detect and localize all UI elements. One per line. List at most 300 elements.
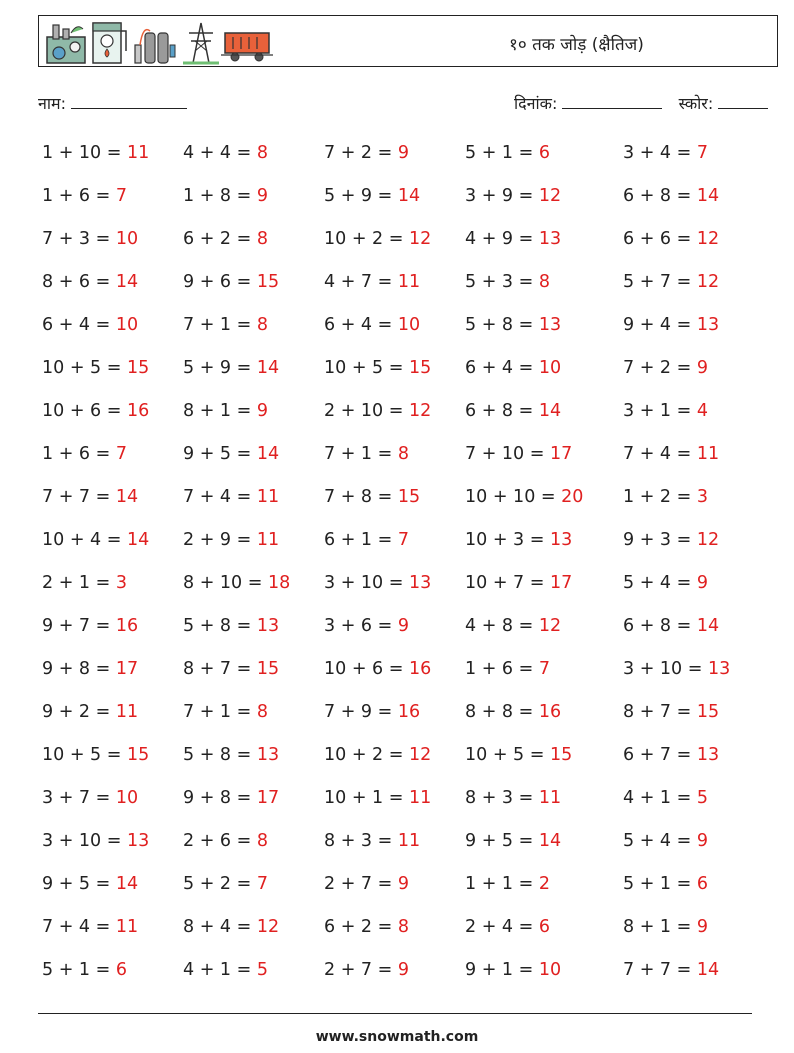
problem-answer: 17 xyxy=(549,444,573,464)
problem-answer: 8 xyxy=(397,444,409,464)
problem-row xyxy=(42,401,782,425)
name-blank[interactable] xyxy=(71,92,187,109)
problem-answer: 6 xyxy=(538,917,550,937)
problem-row xyxy=(42,186,782,210)
header-icons xyxy=(45,19,275,65)
problem-cell xyxy=(324,186,420,206)
problem-answer: 11 xyxy=(115,702,139,722)
problem-question: 1 + 6 = xyxy=(42,444,116,464)
problem-question: 2 + 7 = xyxy=(324,874,398,894)
problem-question: 5 + 8 = xyxy=(183,745,257,765)
problem-cell xyxy=(183,315,268,335)
problem-cell xyxy=(465,788,561,808)
problem-cell xyxy=(183,530,279,550)
problem-cell xyxy=(324,745,431,765)
problem-cell xyxy=(42,659,138,679)
problem-answer: 14 xyxy=(696,960,720,980)
problem-answer: 11 xyxy=(696,444,720,464)
problem-row xyxy=(42,487,782,511)
problem-answer: 15 xyxy=(696,702,720,722)
problem-question: 2 + 10 = xyxy=(324,401,409,421)
problem-answer: 8 xyxy=(538,272,550,292)
factory-icon xyxy=(47,25,85,63)
problem-answer: 15 xyxy=(126,358,150,378)
name-label: नाम: xyxy=(38,94,66,113)
problem-question: 9 + 8 = xyxy=(183,788,257,808)
problem-question: 8 + 7 = xyxy=(183,659,257,679)
problem-answer: 20 xyxy=(561,487,584,507)
problem-question: 2 + 9 = xyxy=(183,530,257,550)
problem-question: 7 + 3 = xyxy=(42,229,116,249)
problem-question: 10 + 5 = xyxy=(465,745,550,765)
problem-answer: 9 xyxy=(696,358,708,378)
problem-answer: 11 xyxy=(126,143,150,163)
problem-answer: 14 xyxy=(696,186,720,206)
worksheet-title: १० तक जोड़ (क्षैतिज) xyxy=(509,35,644,55)
problem-question: 6 + 1 = xyxy=(324,530,398,550)
problem-question: 9 + 5 = xyxy=(465,831,539,851)
problem-question: 5 + 8 = xyxy=(183,616,257,636)
problem-question: 6 + 2 = xyxy=(183,229,257,249)
problem-question: 3 + 7 = xyxy=(42,788,116,808)
problem-cell xyxy=(42,358,149,378)
problem-cell xyxy=(623,788,708,808)
problem-answer: 13 xyxy=(538,315,562,335)
problem-question: 7 + 7 = xyxy=(623,960,697,980)
problem-question: 9 + 6 = xyxy=(183,272,257,292)
problem-cell xyxy=(324,831,420,851)
problem-cell xyxy=(324,573,431,593)
problem-cell xyxy=(324,874,409,894)
problem-cell xyxy=(183,143,268,163)
problem-cell xyxy=(623,272,719,292)
problem-question: 8 + 1 = xyxy=(623,917,697,937)
problem-cell xyxy=(324,444,409,464)
problem-row xyxy=(42,315,782,339)
problem-cell xyxy=(183,831,268,851)
problem-cell xyxy=(623,616,719,636)
problem-question: 7 + 1 = xyxy=(324,444,398,464)
problem-row xyxy=(42,229,782,253)
problem-question: 4 + 1 = xyxy=(183,960,257,980)
problem-answer: 13 xyxy=(126,831,150,851)
problem-answer: 14 xyxy=(256,358,280,378)
problem-cell xyxy=(623,487,708,507)
problem-cell xyxy=(465,745,572,765)
problem-cell xyxy=(183,788,279,808)
problem-question: 8 + 10 = xyxy=(183,573,268,593)
problem-answer: 12 xyxy=(538,616,562,636)
problem-cell xyxy=(623,401,708,421)
problem-answer: 11 xyxy=(256,487,280,507)
problem-question: 3 + 10 = xyxy=(623,659,708,679)
problem-answer: 15 xyxy=(256,272,280,292)
problem-question: 4 + 4 = xyxy=(183,143,257,163)
score-label: स्कोर: xyxy=(678,94,714,113)
problem-row xyxy=(42,702,782,726)
problem-answer: 16 xyxy=(408,659,432,679)
problem-cell xyxy=(465,960,561,980)
problem-answer: 16 xyxy=(126,401,150,421)
problem-question: 7 + 4 = xyxy=(623,444,697,464)
problem-answer: 11 xyxy=(397,272,421,292)
problem-answer: 14 xyxy=(538,831,562,851)
problem-row xyxy=(42,358,782,382)
problem-row xyxy=(42,530,782,554)
problem-answer: 16 xyxy=(538,702,562,722)
problem-cell xyxy=(42,315,138,335)
problem-cell xyxy=(465,573,572,593)
problem-question: 10 + 6 = xyxy=(42,401,127,421)
problem-cell xyxy=(183,186,268,206)
problem-answer: 8 xyxy=(256,315,268,335)
problem-question: 9 + 2 = xyxy=(42,702,116,722)
problem-question: 6 + 4 = xyxy=(324,315,398,335)
problem-cell xyxy=(324,788,431,808)
problem-answer: 6 xyxy=(115,960,127,980)
problem-answer: 9 xyxy=(256,401,268,421)
problem-cell xyxy=(183,616,279,636)
problem-cell xyxy=(324,401,431,421)
problem-answer: 6 xyxy=(538,143,550,163)
problem-question: 8 + 1 = xyxy=(183,401,257,421)
problem-answer: 15 xyxy=(549,745,573,765)
problem-cell xyxy=(42,143,149,163)
problem-cell xyxy=(42,917,138,937)
problem-cell xyxy=(324,659,431,679)
problem-question: 8 + 6 = xyxy=(42,272,116,292)
problem-question: 4 + 7 = xyxy=(324,272,398,292)
problem-cell xyxy=(183,358,279,378)
gas-cylinders-icon xyxy=(135,30,175,63)
problem-answer: 14 xyxy=(696,616,720,636)
date-blank[interactable] xyxy=(562,92,662,109)
problem-question: 9 + 8 = xyxy=(42,659,116,679)
problem-answer: 9 xyxy=(397,143,409,163)
problem-cell xyxy=(465,143,550,163)
problem-question: 9 + 5 = xyxy=(183,444,257,464)
problem-cell xyxy=(623,831,708,851)
problem-cell xyxy=(183,401,268,421)
problem-cell xyxy=(183,960,268,980)
problem-question: 10 + 4 = xyxy=(42,530,127,550)
problem-question: 7 + 10 = xyxy=(465,444,550,464)
problem-cell xyxy=(623,573,708,593)
problem-cell xyxy=(623,358,708,378)
problem-cell xyxy=(183,659,279,679)
footer-divider xyxy=(38,1013,752,1014)
problem-cell xyxy=(324,229,431,249)
problem-answer: 10 xyxy=(397,315,421,335)
problem-question: 6 + 2 = xyxy=(324,917,398,937)
problem-answer: 4 xyxy=(696,401,708,421)
problem-answer: 17 xyxy=(115,659,139,679)
problem-cell xyxy=(324,358,431,378)
problem-cell xyxy=(183,444,279,464)
problem-question: 10 + 5 = xyxy=(324,358,409,378)
problem-cell xyxy=(183,874,268,894)
footer-website[interactable]: www.snowmath.com xyxy=(315,1029,479,1045)
problem-row xyxy=(42,659,782,683)
problem-answer: 10 xyxy=(538,960,562,980)
problem-cell xyxy=(42,788,138,808)
problem-question: 7 + 2 = xyxy=(623,358,697,378)
problem-cell xyxy=(183,917,279,937)
problem-question: 8 + 3 = xyxy=(465,788,539,808)
problem-question: 5 + 8 = xyxy=(465,315,539,335)
problem-answer: 11 xyxy=(256,530,280,550)
problem-cell xyxy=(42,272,138,292)
problem-cell xyxy=(465,186,561,206)
problem-cell xyxy=(623,960,719,980)
problem-question: 7 + 4 = xyxy=(183,487,257,507)
problem-answer: 12 xyxy=(408,745,432,765)
problem-answer: 9 xyxy=(696,831,708,851)
problem-answer: 13 xyxy=(696,315,720,335)
problem-cell xyxy=(465,831,561,851)
problem-answer: 7 xyxy=(115,186,127,206)
worksheet-header xyxy=(38,15,778,67)
problem-question: 9 + 4 = xyxy=(623,315,697,335)
problem-answer: 13 xyxy=(256,745,280,765)
problem-cell xyxy=(465,444,572,464)
problem-cell xyxy=(623,530,719,550)
problem-answer: 7 xyxy=(538,659,550,679)
problem-question: 8 + 4 = xyxy=(183,917,257,937)
problem-cell xyxy=(324,702,420,722)
problem-cell xyxy=(623,745,719,765)
fuel-pump-icon xyxy=(93,23,126,63)
problem-answer: 13 xyxy=(538,229,562,249)
problem-row xyxy=(42,745,782,769)
problem-question: 1 + 8 = xyxy=(183,186,257,206)
problem-cell xyxy=(465,272,550,292)
problem-cell xyxy=(183,573,290,593)
problem-question: 2 + 1 = xyxy=(42,573,116,593)
problem-cell xyxy=(324,487,420,507)
problem-question: 6 + 7 = xyxy=(623,745,697,765)
problem-question: 4 + 8 = xyxy=(465,616,539,636)
problem-answer: 15 xyxy=(256,659,280,679)
problem-cell xyxy=(623,917,708,937)
problem-answer: 7 xyxy=(696,143,708,163)
problem-question: 7 + 9 = xyxy=(324,702,398,722)
problem-question: 3 + 10 = xyxy=(324,573,409,593)
problem-question: 6 + 8 = xyxy=(623,186,697,206)
problem-answer: 7 xyxy=(397,530,409,550)
problem-row xyxy=(42,143,782,167)
problem-answer: 13 xyxy=(408,573,432,593)
problem-answer: 14 xyxy=(538,401,562,421)
problem-answer: 11 xyxy=(538,788,562,808)
problem-cell xyxy=(465,917,550,937)
problem-question: 4 + 1 = xyxy=(623,788,697,808)
problem-question: 5 + 9 = xyxy=(183,358,257,378)
problem-cell xyxy=(183,272,279,292)
problem-answer: 10 xyxy=(115,788,139,808)
problem-row xyxy=(42,917,782,941)
problem-answer: 14 xyxy=(115,874,139,894)
name-field[interactable] xyxy=(38,92,187,114)
problem-question: 3 + 4 = xyxy=(623,143,697,163)
problem-cell xyxy=(42,530,149,550)
problem-answer: 12 xyxy=(696,229,720,249)
header-illustration xyxy=(45,19,275,65)
problem-cell xyxy=(623,874,708,894)
problem-question: 10 + 5 = xyxy=(42,745,127,765)
problem-cell xyxy=(42,702,138,722)
problem-question: 9 + 3 = xyxy=(623,530,697,550)
problem-row xyxy=(42,616,782,640)
problem-question: 7 + 8 = xyxy=(324,487,398,507)
problem-question: 1 + 2 = xyxy=(623,487,697,507)
problem-answer: 3 xyxy=(696,487,708,507)
problem-answer: 9 xyxy=(256,186,268,206)
problem-cell xyxy=(465,659,550,679)
problem-row xyxy=(42,573,782,597)
problem-answer: 14 xyxy=(256,444,280,464)
problem-cell xyxy=(623,702,719,722)
problem-question: 6 + 4 = xyxy=(42,315,116,335)
problem-answer: 14 xyxy=(126,530,150,550)
problem-answer: 12 xyxy=(256,917,280,937)
problem-answer: 8 xyxy=(256,702,268,722)
problem-question: 5 + 2 = xyxy=(183,874,257,894)
problem-question: 6 + 4 = xyxy=(465,358,539,378)
problem-question: 10 + 1 = xyxy=(324,788,409,808)
problem-question: 10 + 2 = xyxy=(324,745,409,765)
problem-question: 9 + 7 = xyxy=(42,616,116,636)
problem-cell xyxy=(42,960,127,980)
problem-question: 5 + 3 = xyxy=(465,272,539,292)
problem-cell xyxy=(183,229,268,249)
problem-question: 2 + 4 = xyxy=(465,917,539,937)
problem-question: 5 + 7 = xyxy=(623,272,697,292)
problem-answer: 17 xyxy=(256,788,280,808)
problem-cell xyxy=(324,616,409,636)
problem-question: 3 + 10 = xyxy=(42,831,127,851)
problem-question: 5 + 1 = xyxy=(42,960,116,980)
problem-answer: 12 xyxy=(408,401,432,421)
problem-cell xyxy=(465,487,583,507)
problem-cell xyxy=(324,530,409,550)
problem-answer: 2 xyxy=(538,874,550,894)
problem-answer: 13 xyxy=(696,745,720,765)
problem-question: 3 + 1 = xyxy=(623,401,697,421)
problem-answer: 9 xyxy=(397,616,409,636)
problem-answer: 12 xyxy=(538,186,562,206)
problem-answer: 3 xyxy=(115,573,127,593)
problem-cell xyxy=(324,143,409,163)
problem-answer: 11 xyxy=(115,917,139,937)
problem-answer: 9 xyxy=(397,960,409,980)
problem-answer: 9 xyxy=(397,874,409,894)
problem-answer: 11 xyxy=(408,788,432,808)
problem-row xyxy=(42,874,782,898)
problem-answer: 18 xyxy=(267,573,291,593)
problem-cell xyxy=(465,702,561,722)
problem-cell xyxy=(42,229,138,249)
problem-question: 5 + 1 = xyxy=(623,874,697,894)
problem-cell xyxy=(465,358,561,378)
problem-question: 5 + 9 = xyxy=(324,186,398,206)
problem-cell xyxy=(183,702,268,722)
problem-question: 10 + 6 = xyxy=(324,659,409,679)
problem-question: 3 + 9 = xyxy=(465,186,539,206)
problem-question: 10 + 3 = xyxy=(465,530,550,550)
problem-question: 10 + 2 = xyxy=(324,229,409,249)
problem-question: 7 + 1 = xyxy=(183,315,257,335)
problem-question: 1 + 6 = xyxy=(42,186,116,206)
problem-answer: 13 xyxy=(549,530,573,550)
problem-cell xyxy=(465,229,561,249)
problem-question: 10 + 5 = xyxy=(42,358,127,378)
problem-answer: 15 xyxy=(126,745,150,765)
problem-cell xyxy=(42,745,149,765)
problem-question: 9 + 5 = xyxy=(42,874,116,894)
problem-cell xyxy=(42,874,138,894)
problem-question: 9 + 1 = xyxy=(465,960,539,980)
problem-cell xyxy=(42,487,138,507)
problem-answer: 5 xyxy=(696,788,708,808)
problem-answer: 8 xyxy=(256,143,268,163)
score-blank[interactable] xyxy=(718,92,768,109)
problem-answer: 7 xyxy=(115,444,127,464)
problem-question: 6 + 6 = xyxy=(623,229,697,249)
problem-cell xyxy=(42,573,127,593)
problem-row xyxy=(42,272,782,296)
problem-cell xyxy=(465,616,561,636)
problem-row xyxy=(42,788,782,812)
problem-cell xyxy=(623,444,719,464)
problem-answer: 17 xyxy=(549,573,573,593)
problem-cell xyxy=(183,745,279,765)
problem-cell xyxy=(324,315,420,335)
problem-answer: 9 xyxy=(696,573,708,593)
problem-question: 8 + 7 = xyxy=(623,702,697,722)
problem-question: 1 + 6 = xyxy=(465,659,539,679)
problem-question: 8 + 3 = xyxy=(324,831,398,851)
problem-answer: 13 xyxy=(256,616,280,636)
problem-cell xyxy=(42,444,127,464)
problem-cell xyxy=(42,616,138,636)
problem-answer: 16 xyxy=(397,702,421,722)
problem-question: 4 + 9 = xyxy=(465,229,539,249)
problem-question: 5 + 4 = xyxy=(623,573,697,593)
problem-cell xyxy=(42,831,149,851)
problem-question: 8 + 8 = xyxy=(465,702,539,722)
problem-answer: 11 xyxy=(397,831,421,851)
problem-question: 6 + 8 = xyxy=(465,401,539,421)
problem-answer: 12 xyxy=(408,229,432,249)
problem-cell xyxy=(623,315,719,335)
problem-answer: 12 xyxy=(696,272,720,292)
problem-answer: 5 xyxy=(256,960,268,980)
problem-answer: 9 xyxy=(696,917,708,937)
problem-question: 7 + 1 = xyxy=(183,702,257,722)
problem-question: 5 + 1 = xyxy=(465,143,539,163)
problem-cell xyxy=(465,874,550,894)
problem-question: 1 + 1 = xyxy=(465,874,539,894)
date-score-fields xyxy=(514,92,768,114)
problem-row xyxy=(42,444,782,468)
problem-answer: 14 xyxy=(115,272,139,292)
problem-cell xyxy=(465,530,572,550)
problem-cell xyxy=(324,272,420,292)
problem-cell xyxy=(465,315,561,335)
problem-answer: 10 xyxy=(538,358,562,378)
freight-wagon-icon xyxy=(221,33,273,61)
